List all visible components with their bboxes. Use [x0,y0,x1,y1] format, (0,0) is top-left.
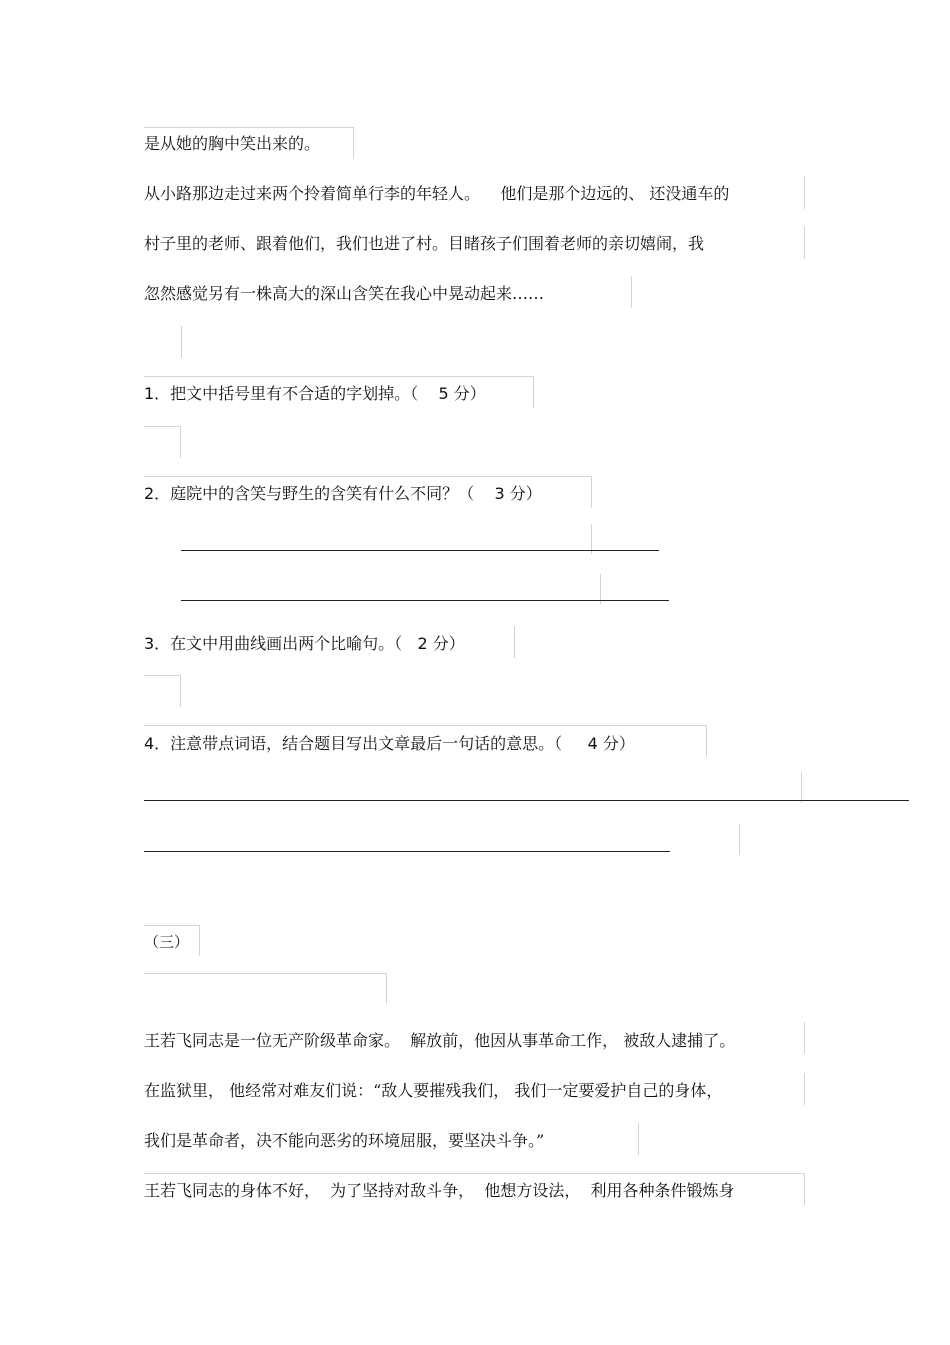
answer-line-q4-1[interactable] [144,800,909,801]
answer-line-q2-2[interactable] [181,600,669,601]
section-3-line-2: 在监狱里， 他经常对难友们说：“敌人要摧残我们， 我们一定要爱护自己的身体， [144,1081,723,1100]
question-1: 1．把文中括号里有不合适的字划掉。（ 5 分） [144,384,486,403]
question-2: 2．庭院中的含笑与野生的含笑有什么不同？（ 3 分） [144,484,542,503]
section-3-line-3: 我们是革命者，决不能向恶劣的环境屈服，要坚决斗争。” [144,1131,545,1150]
section-3-line-1: 王若飞同志是一位无产阶级革命家。 解放前，他因从事革命工作， 被敌人逮捕了。 [144,1031,736,1050]
section-3-heading: （三） [144,933,190,951]
answer-line-q4-2[interactable] [144,851,670,852]
question-3: 3．在文中用曲线画出两个比喻句。（ 2 分） [144,634,465,653]
passage-line-4: 忽然感觉另有一株高大的深山含笑在我心中晃动起来…… [144,284,545,303]
section-3-line-4: 王若飞同志的身体不好， 为了坚持对敌斗争， 他想方设法， 利用各种条件锻炼身 [144,1181,735,1200]
passage-line-2: 从小路那边走过来两个拎着简单行李的年轻人。 他们是那个边远的、 还没通车的 [144,184,730,203]
passage-line-3: 村子里的老师、跟着他们，我们也进了村。目睹孩子们围着老师的亲切嬉闹，我 [144,234,705,253]
question-4: 4．注意带点词语，结合题目写出文章最后一句话的意思。（ 4 分） [144,734,635,753]
passage-line-1: 是从她的胸中笑出来的。 [144,134,321,153]
answer-line-q2-1[interactable] [181,550,659,551]
